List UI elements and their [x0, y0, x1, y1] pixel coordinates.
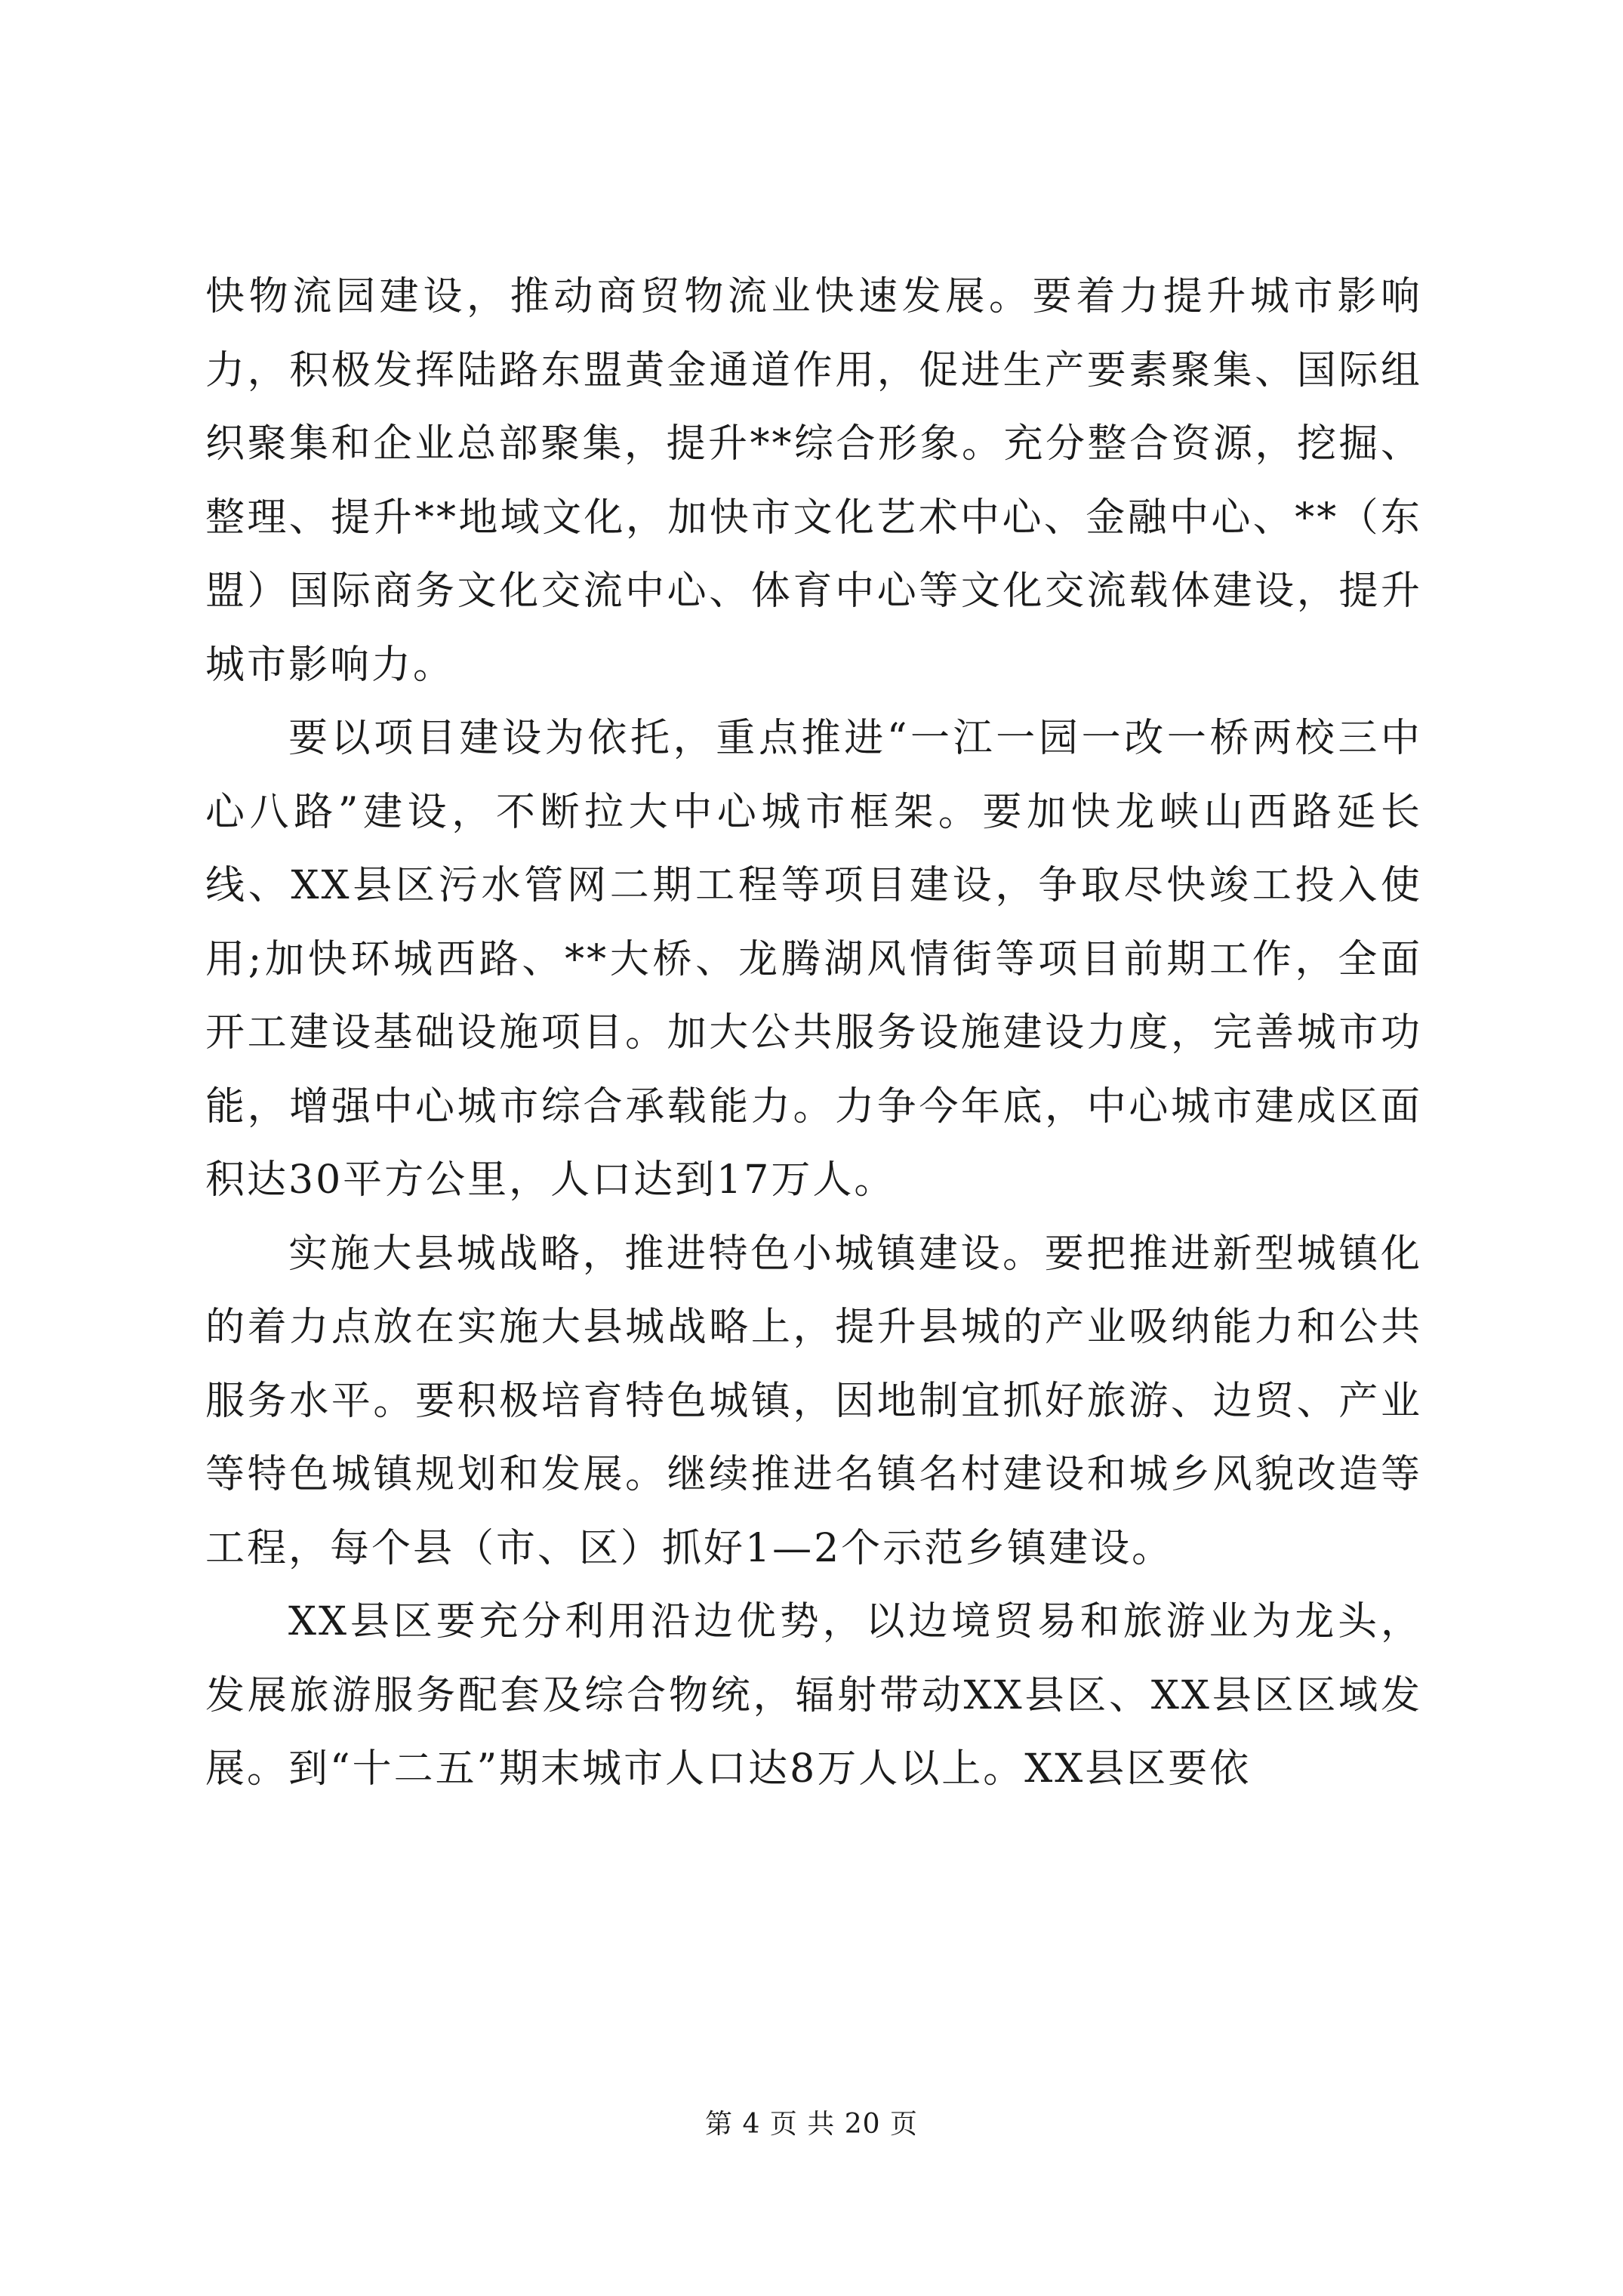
paragraph-3: 实施大县城战略，推进特色小城镇建设。要把推进新型城镇化的着力点放在实施大县城战略上，提升县城的产业吸纳能力和公共服务水平。要积极培育特色城镇，因地制宜抓好旅游、边贸、产业等特色城镇规划和发展。继续推进名镇名村建设和城乡风貌改造等工程，每个县（市、区）抓好1—2个示范乡镇建设。	[205, 1231, 1422, 1571]
paragraph-1: 快物流园建设，推动商贸物流业快速发展。要着力提升城市影响力，积极发挥陆路东盟黄金通道作用，促进生产要素聚集、国际组织聚集和企业总部聚集，提升**综合形象。充分整合资源，挖掘、整理、提升**地域文化，加快市文化艺术中心、金融中心、**（东盟）国际商务文化交流中心、体育中心等文化交流载体建设，提升城市影响力。	[205, 274, 1422, 688]
paragraph-4: XX县区要充分利用沿边优势，以边境贸易和旅游业为龙头，发展旅游服务配套及综合物统，辐射带动XX县区、XX县区区域发展。到“十二五”期末城市人口达8万人以上。XX县区要依	[205, 1599, 1422, 1792]
paragraph-2: 要以项目建设为依托，重点推进“一江一园一改一桥两校三中心八路”建设，不断拉大中心城市框架。要加快龙峡山西路延长线、XX县区污水管网二期工程等项目建设，争取尽快竣工投入使用;加快环城西路、**大桥、龙腾湖风情街等项目前期工作，全面开工建设基础设施项目。加大公共服务设施建设力度，完善城市功能，增强中心城市综合承载能力。力争今年底，中心城市建成区面积达30平方公里，人口达到17万人。	[205, 716, 1422, 1203]
page-footer: 第 4 页 共 20 页	[705, 2109, 918, 2140]
body-text	[205, 260, 1422, 1807]
